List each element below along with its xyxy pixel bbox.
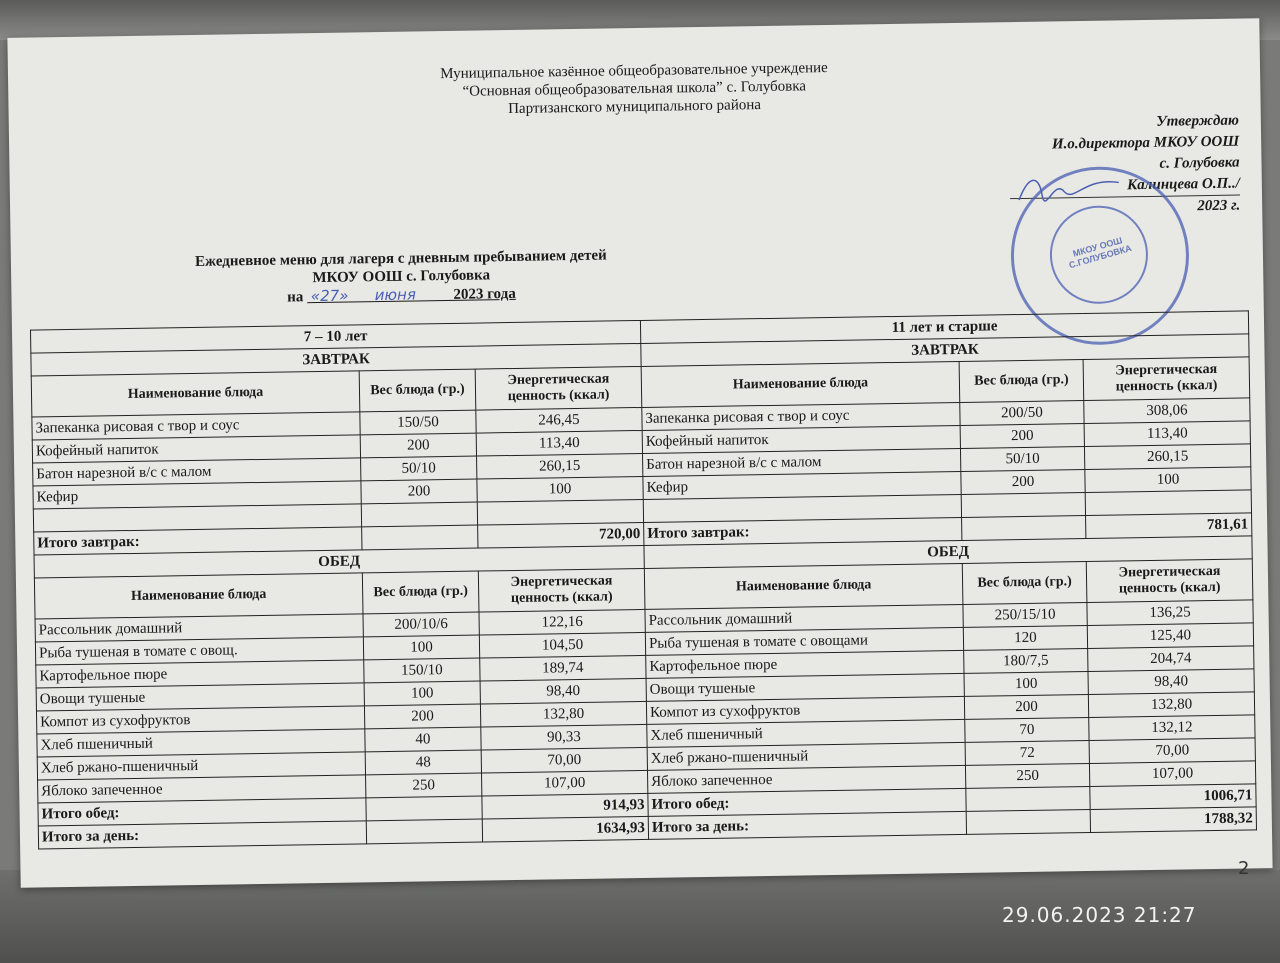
date-prefix: на <box>287 289 304 306</box>
dish-name: Батон нарезной в/с с малом <box>33 458 361 486</box>
group-young-header: 7 – 10 лет <box>30 320 640 353</box>
header-line-1: Муниципальное казённое общеобразовательное учреждение <box>440 60 828 83</box>
dish-energy: 113,40 <box>476 430 642 456</box>
dish-weight: 200 <box>361 479 477 504</box>
dish-weight: 150/10 <box>364 658 480 683</box>
dish-energy: 107,00 <box>482 770 648 796</box>
dish-weight: 100 <box>964 671 1088 696</box>
day-total-label-right: Итого за день: <box>648 811 966 839</box>
dish-name: Рассольник домашний <box>645 604 963 632</box>
dish-name: Хлеб пшеничный <box>647 719 965 747</box>
dish-weight: 100 <box>364 681 480 706</box>
dish-energy: 98,40 <box>1088 669 1254 695</box>
dish-weight: 200 <box>364 704 480 729</box>
dish-name: Рассольник домашний <box>35 614 363 642</box>
header-line-3: Партизанского муниципального района <box>508 97 762 118</box>
dish-energy: 136,25 <box>1087 600 1253 626</box>
dish-name: Компот из сухофруктов <box>646 696 964 724</box>
date-field <box>307 286 516 305</box>
dish-name: Кефир <box>33 481 361 509</box>
column-weight-right: Вес блюда (гр.) <box>962 562 1087 605</box>
empty-cell <box>962 516 1086 541</box>
column-energy-right: Энергетическая ценность (ккал) <box>1083 357 1250 401</box>
title-line-1: Ежедневное меню для лагеря с дневным пребыванием детей <box>194 247 607 270</box>
header-line-2: “Основная общеобразовательная школа” с. Голубовка <box>462 78 807 100</box>
dish-name: Кефир <box>643 471 961 499</box>
column-energy-left: Энергетическая ценность (ккал) <box>475 366 642 410</box>
dish-weight: 50/10 <box>960 447 1084 472</box>
dish-weight: 120 <box>963 625 1087 650</box>
breakfast-total-value-right: 781,61 <box>1086 513 1252 539</box>
approval-year: 2023 г. <box>1010 195 1240 221</box>
dish-name: Хлеб пшеничный <box>37 729 365 757</box>
empty-cell <box>1085 490 1251 516</box>
dish-weight: 250 <box>965 763 1089 788</box>
title-line-2: МКОУ ООШ с. Голубовка <box>312 267 491 287</box>
menu-document <box>7 18 1272 888</box>
breakfast-total-value-left: 720,00 <box>478 522 644 548</box>
dish-name: Картофельное пюре <box>646 650 964 678</box>
empty-cell <box>362 525 478 550</box>
lunch-header-left: ОБЕД <box>34 545 644 578</box>
dish-weight: 200 <box>961 470 1085 495</box>
dish-name: Хлеб ржано-пшеничный <box>647 742 965 770</box>
column-weight-right: Вес блюда (гр.) <box>959 360 1084 403</box>
dish-name: Запеканка рисовая с твор и соус <box>32 412 360 440</box>
dish-name: Овощи тушеные <box>36 683 364 711</box>
dish-name: Яблоко запеченное <box>648 765 966 793</box>
dish-name: Кофейный напиток <box>32 435 360 463</box>
day-total-label-left: Итого за день: <box>38 821 366 849</box>
dish-energy: 104,50 <box>479 632 645 658</box>
column-energy-right: Энергетическая ценность (ккал) <box>1086 559 1253 603</box>
dish-energy: 70,00 <box>481 747 647 773</box>
approval-line-1: Утверждаю <box>1156 112 1239 130</box>
approval-line-4: Калинцева О.П../ <box>1126 175 1240 194</box>
dish-name: Овощи тушеные <box>646 673 964 701</box>
dish-name: Компот из сухофруктов <box>36 706 364 734</box>
lunch-total-value-left: 914,93 <box>482 793 648 819</box>
date-month: июня <box>374 285 417 305</box>
column-name-left: Наименование блюда <box>34 573 363 619</box>
dish-energy: 70,00 <box>1089 738 1255 764</box>
approval-line-3: с. Голубовка <box>1159 154 1240 172</box>
dish-energy: 113,40 <box>1084 421 1250 447</box>
dish-weight: 150/50 <box>360 410 476 435</box>
column-name-right: Наименование блюда <box>641 361 960 407</box>
day-total-value-left: 1634,93 <box>482 816 648 842</box>
dish-weight: 50/10 <box>361 456 477 481</box>
dish-name: Хлеб ржано-пшеничный <box>37 752 365 780</box>
dish-energy: 100 <box>1085 467 1251 493</box>
empty-cell <box>361 502 477 527</box>
breakfast-total-label-right: Итого завтрак: <box>644 517 962 545</box>
dish-weight: 200 <box>964 694 1088 719</box>
dish-name: Рыба тушеная в томате с овощами <box>645 627 963 655</box>
dish-weight: 100 <box>363 635 479 660</box>
empty-cell <box>966 809 1090 834</box>
dish-energy: 100 <box>477 476 643 502</box>
breakfast-total-label-left: Итого завтрак: <box>34 527 362 555</box>
date-suffix: 2023 года <box>453 285 516 303</box>
dish-energy: 122,16 <box>479 609 645 635</box>
dish-energy: 246,45 <box>476 407 642 433</box>
approval-line-2: И.о.директора МКОУ ООШ <box>1051 133 1240 153</box>
dish-energy: 90,33 <box>481 724 647 750</box>
dish-energy: 204,74 <box>1088 646 1254 672</box>
empty-cell <box>966 786 1090 811</box>
lunch-total-label-right: Итого обед: <box>648 788 966 816</box>
column-energy-left: Энергетическая ценность (ккал) <box>478 568 645 612</box>
page-mark: 2 <box>1238 858 1250 879</box>
dish-weight: 70 <box>965 717 1089 742</box>
dish-weight: 180/7,5 <box>964 648 1088 673</box>
menu-title <box>11 244 792 311</box>
lunch-header-right: ОБЕД <box>644 536 1252 569</box>
dish-energy: 132,80 <box>1088 692 1254 718</box>
column-name-right: Наименование блюда <box>644 563 963 609</box>
stamp-text: МКОУ ООШ С.ГОЛУБОВКА <box>1067 235 1133 271</box>
dish-weight: 72 <box>965 740 1089 765</box>
dish-name: Яблоко запеченное <box>38 775 366 803</box>
empty-cell <box>366 819 482 844</box>
breakfast-rows <box>32 398 1252 532</box>
dish-energy: 132,80 <box>480 701 646 727</box>
stamp-inner-ring <box>1049 205 1149 305</box>
dish-energy: 308,06 <box>1084 398 1250 424</box>
dish-energy: 132,12 <box>1089 715 1255 741</box>
column-weight-left: Вес блюда (гр.) <box>362 571 479 614</box>
dish-name: Картофельное пюре <box>36 660 364 688</box>
dish-weight: 48 <box>365 750 481 775</box>
empty-cell <box>961 493 1085 518</box>
dish-energy: 98,40 <box>480 678 646 704</box>
dish-weight: 200/10/6 <box>363 612 479 637</box>
dish-energy: 260,15 <box>1084 444 1250 470</box>
lunch-rows <box>35 600 1256 803</box>
dish-weight: 250 <box>366 773 482 798</box>
photo-timestamp: 29.06.2023 21:27 <box>1002 903 1197 927</box>
empty-cell <box>366 796 482 821</box>
dish-energy: 189,74 <box>480 655 646 681</box>
dish-weight: 200 <box>360 433 476 458</box>
menu-table <box>30 310 1257 849</box>
day-total-value-right: 1788,32 <box>1090 807 1256 833</box>
empty-cell <box>477 499 643 525</box>
dish-name: Рыба тушеная в томате с овощ. <box>35 637 363 665</box>
dish-weight: 200 <box>960 424 1084 449</box>
breakfast-header-right: ЗАВТРАК <box>641 334 1249 367</box>
breakfast-header-left: ЗАВТРАК <box>31 343 641 376</box>
date-day: «27» <box>310 286 349 306</box>
dish-name: Запеканка рисовая с твор и соус <box>642 402 960 430</box>
dish-weight: 40 <box>365 727 481 752</box>
dish-weight: 250/15/10 <box>963 602 1087 627</box>
dish-name: Батон нарезной в/с с малом <box>643 448 961 476</box>
dish-weight: 200/50 <box>960 401 1084 426</box>
dish-name: Кофейный напиток <box>642 425 960 453</box>
dish-energy: 125,40 <box>1087 623 1253 649</box>
lunch-total-label-left: Итого обед: <box>38 798 366 826</box>
group-old-header: 11 лет и старше <box>640 311 1248 344</box>
lunch-total-value-right: 1006,71 <box>1090 784 1256 810</box>
column-name-left: Наименование блюда <box>31 371 360 417</box>
dish-energy: 260,15 <box>477 453 643 479</box>
dish-energy: 107,00 <box>1089 761 1255 787</box>
column-weight-left: Вес блюда (гр.) <box>359 369 476 412</box>
